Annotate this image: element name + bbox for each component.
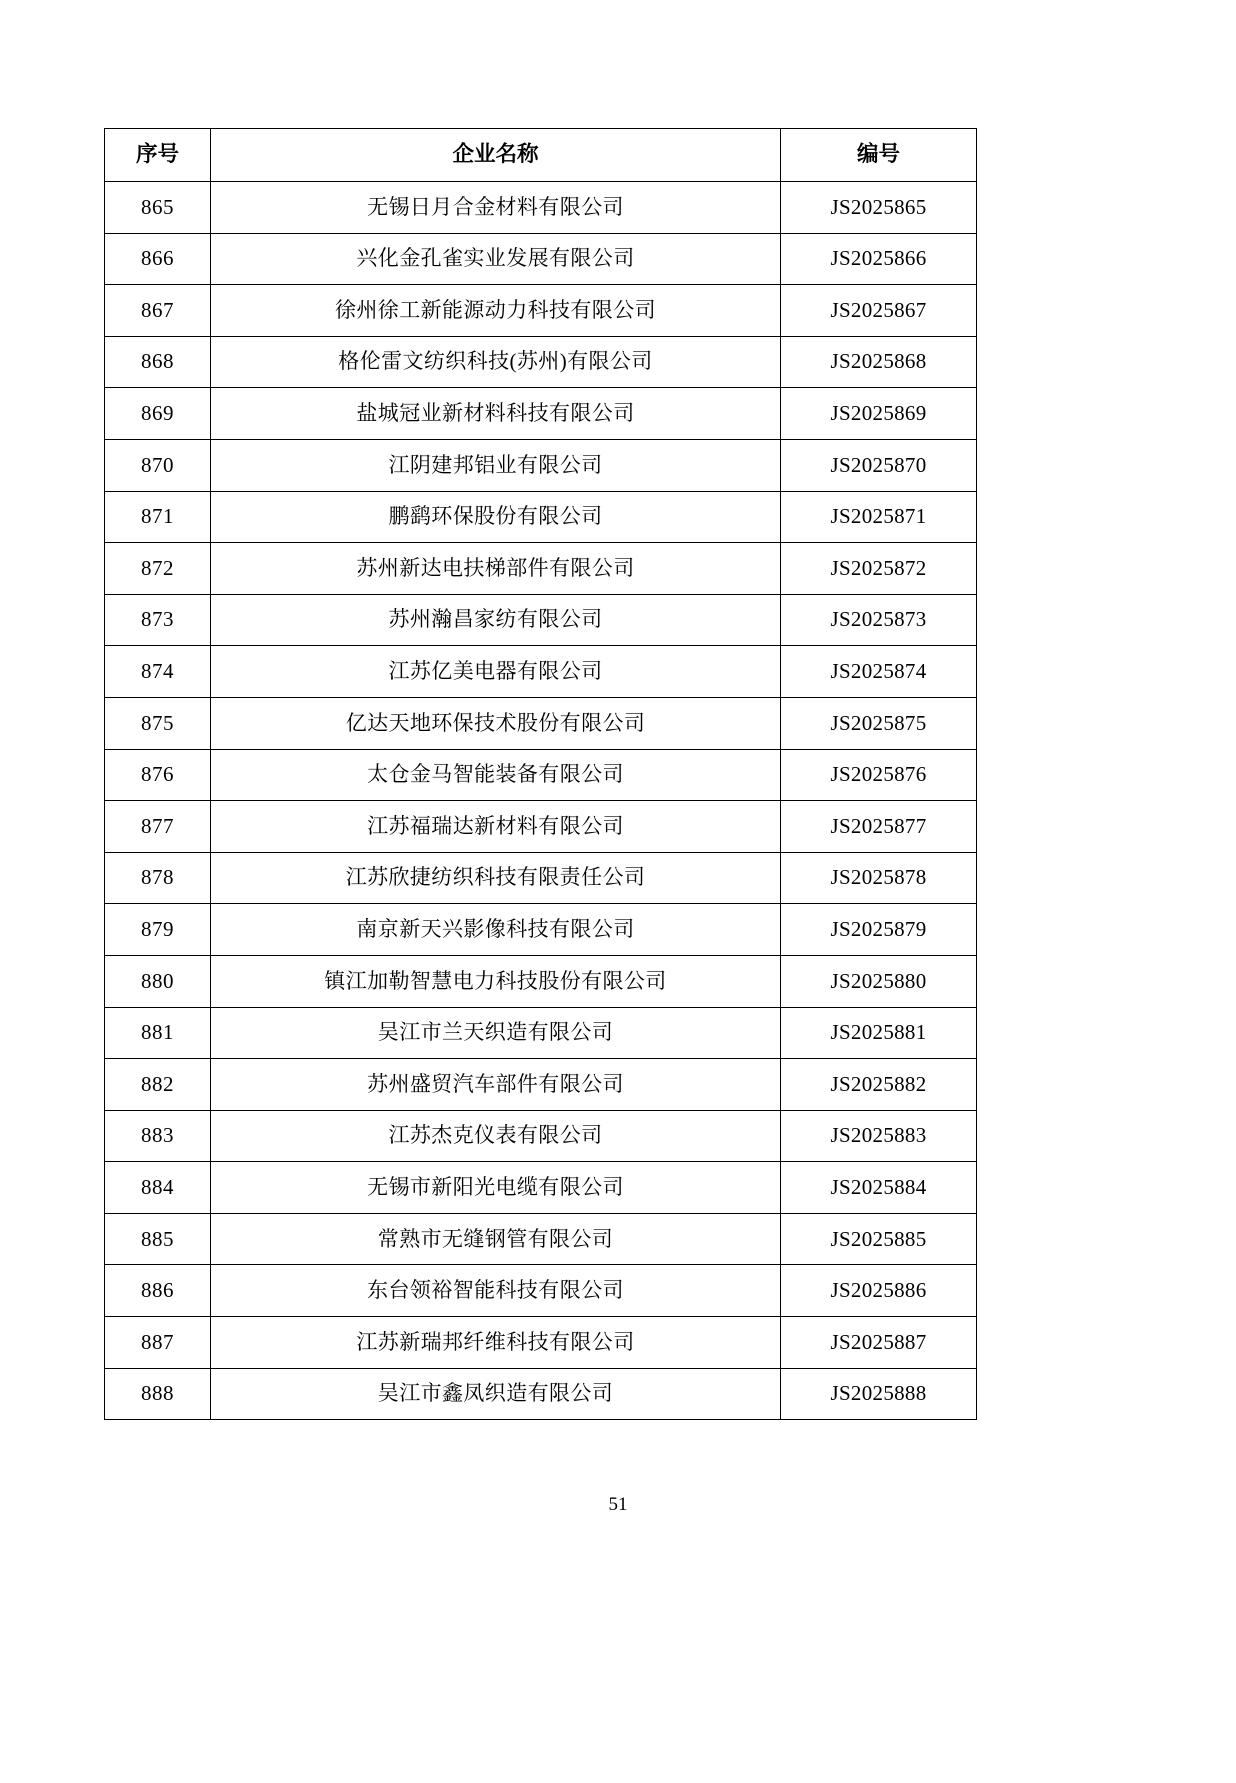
cell-enterprise-name: 吴江市兰天织造有限公司	[211, 1007, 781, 1059]
cell-enterprise-name: 苏州盛贸汽车部件有限公司	[211, 1059, 781, 1111]
cell-code: JS2025884	[781, 1162, 977, 1214]
cell-seq: 869	[105, 388, 211, 440]
enterprise-table	[104, 128, 977, 1420]
cell-seq: 878	[105, 852, 211, 904]
cell-enterprise-name: 亿达天地环保技术股份有限公司	[211, 697, 781, 749]
cell-seq: 885	[105, 1213, 211, 1265]
table-row	[105, 1007, 977, 1059]
cell-enterprise-name: 江苏福瑞达新材料有限公司	[211, 801, 781, 853]
cell-seq: 874	[105, 646, 211, 698]
cell-seq: 883	[105, 1110, 211, 1162]
cell-seq: 879	[105, 904, 211, 956]
table-row	[105, 182, 977, 234]
cell-enterprise-name: 东台领裕智能科技有限公司	[211, 1265, 781, 1317]
cell-enterprise-name: 吴江市鑫凤织造有限公司	[211, 1368, 781, 1420]
table-row	[105, 1265, 977, 1317]
cell-code: JS2025882	[781, 1059, 977, 1111]
cell-code: JS2025883	[781, 1110, 977, 1162]
table-row	[105, 1368, 977, 1420]
cell-seq: 875	[105, 697, 211, 749]
cell-code: JS2025878	[781, 852, 977, 904]
cell-code: JS2025872	[781, 543, 977, 595]
cell-enterprise-name: 江苏亿美电器有限公司	[211, 646, 781, 698]
cell-enterprise-name: 太仓金马智能装备有限公司	[211, 749, 781, 801]
table-row	[105, 543, 977, 595]
cell-code: JS2025870	[781, 439, 977, 491]
cell-code: JS2025865	[781, 182, 977, 234]
cell-code: JS2025880	[781, 955, 977, 1007]
column-header-name: 企业名称	[211, 129, 781, 182]
cell-code: JS2025867	[781, 285, 977, 337]
cell-code: JS2025871	[781, 491, 977, 543]
cell-seq: 877	[105, 801, 211, 853]
cell-seq: 866	[105, 233, 211, 285]
table-row	[105, 697, 977, 749]
table-body	[105, 182, 977, 1420]
cell-enterprise-name: 江苏欣捷纺织科技有限责任公司	[211, 852, 781, 904]
cell-enterprise-name: 江苏新瑞邦纤维科技有限公司	[211, 1317, 781, 1369]
cell-seq: 870	[105, 439, 211, 491]
table-row	[105, 336, 977, 388]
cell-code: JS2025873	[781, 594, 977, 646]
cell-enterprise-name: 南京新天兴影像科技有限公司	[211, 904, 781, 956]
table-row	[105, 1110, 977, 1162]
cell-code: JS2025876	[781, 749, 977, 801]
table-row	[105, 594, 977, 646]
cell-seq: 872	[105, 543, 211, 595]
table-row	[105, 1059, 977, 1111]
table-row	[105, 285, 977, 337]
cell-code: JS2025869	[781, 388, 977, 440]
cell-seq: 873	[105, 594, 211, 646]
table-row	[105, 646, 977, 698]
cell-seq: 868	[105, 336, 211, 388]
column-header-code: 编号	[781, 129, 977, 182]
cell-enterprise-name: 江苏杰克仪表有限公司	[211, 1110, 781, 1162]
cell-enterprise-name: 苏州新达电扶梯部件有限公司	[211, 543, 781, 595]
enterprise-table-container	[104, 128, 976, 1420]
table-header-row	[105, 129, 977, 182]
cell-code: JS2025888	[781, 1368, 977, 1420]
cell-seq: 888	[105, 1368, 211, 1420]
cell-enterprise-name: 苏州瀚昌家纺有限公司	[211, 594, 781, 646]
table-row	[105, 904, 977, 956]
cell-seq: 884	[105, 1162, 211, 1214]
table-row	[105, 955, 977, 1007]
table-row	[105, 749, 977, 801]
table-row	[105, 801, 977, 853]
table-row	[105, 233, 977, 285]
cell-seq: 867	[105, 285, 211, 337]
table-row	[105, 388, 977, 440]
column-header-seq: 序号	[105, 129, 211, 182]
cell-enterprise-name: 江阴建邦铝业有限公司	[211, 439, 781, 491]
table-row	[105, 1213, 977, 1265]
cell-code: JS2025887	[781, 1317, 977, 1369]
table-row	[105, 439, 977, 491]
cell-enterprise-name: 鹏鹞环保股份有限公司	[211, 491, 781, 543]
cell-code: JS2025868	[781, 336, 977, 388]
cell-seq: 871	[105, 491, 211, 543]
cell-enterprise-name: 盐城冠业新材料科技有限公司	[211, 388, 781, 440]
cell-seq: 881	[105, 1007, 211, 1059]
cell-seq: 886	[105, 1265, 211, 1317]
cell-code: JS2025881	[781, 1007, 977, 1059]
cell-enterprise-name: 无锡市新阳光电缆有限公司	[211, 1162, 781, 1214]
page-number: 51	[608, 1494, 628, 1515]
cell-code: JS2025875	[781, 697, 977, 749]
cell-seq: 887	[105, 1317, 211, 1369]
cell-seq: 876	[105, 749, 211, 801]
cell-enterprise-name: 徐州徐工新能源动力科技有限公司	[211, 285, 781, 337]
cell-enterprise-name: 兴化金孔雀实业发展有限公司	[211, 233, 781, 285]
cell-enterprise-name: 格伦雷文纺织科技(苏州)有限公司	[211, 336, 781, 388]
table-row	[105, 852, 977, 904]
cell-enterprise-name: 无锡日月合金材料有限公司	[211, 182, 781, 234]
cell-code: JS2025886	[781, 1265, 977, 1317]
cell-code: JS2025874	[781, 646, 977, 698]
cell-code: JS2025885	[781, 1213, 977, 1265]
cell-seq: 865	[105, 182, 211, 234]
cell-enterprise-name: 常熟市无缝钢管有限公司	[211, 1213, 781, 1265]
table-row	[105, 491, 977, 543]
cell-code: JS2025866	[781, 233, 977, 285]
cell-code: JS2025879	[781, 904, 977, 956]
table-row	[105, 1162, 977, 1214]
cell-seq: 882	[105, 1059, 211, 1111]
cell-enterprise-name: 镇江加勒智慧电力科技股份有限公司	[211, 955, 781, 1007]
cell-seq: 880	[105, 955, 211, 1007]
table-row	[105, 1317, 977, 1369]
cell-code: JS2025877	[781, 801, 977, 853]
